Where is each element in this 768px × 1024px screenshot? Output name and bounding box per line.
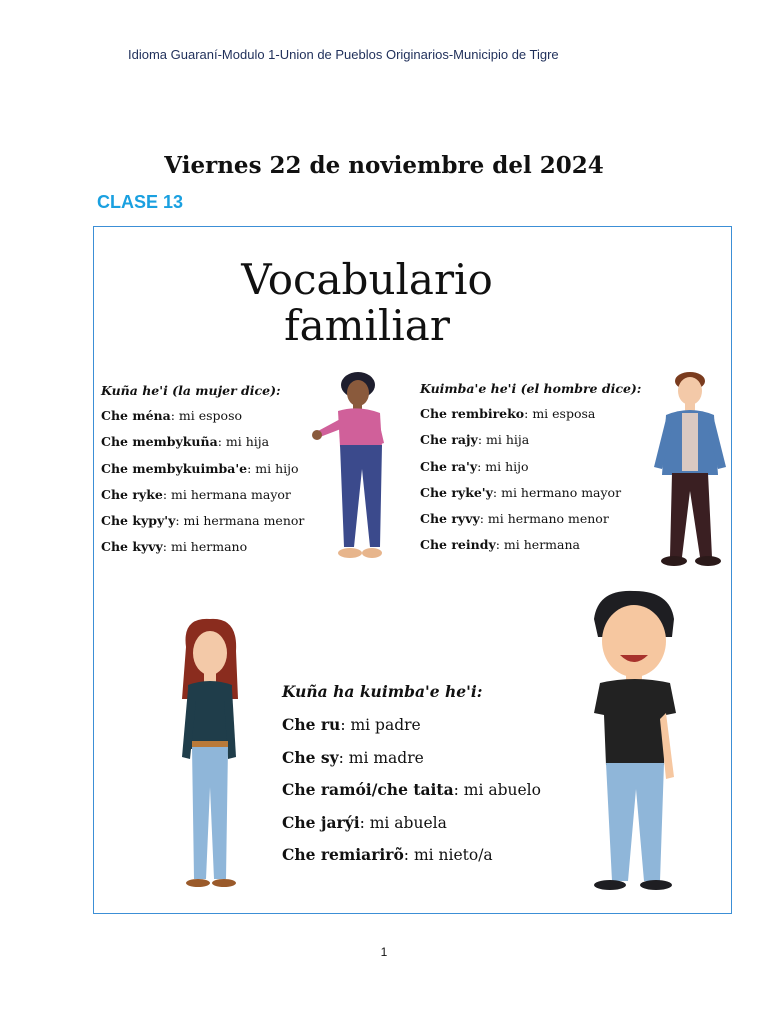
men-section-heading: Kuimba'e he'i (el hombre dice): — [420, 381, 642, 396]
vocabulary-entry — [101, 433, 304, 459]
entry-meaning: : mi hermana — [495, 537, 580, 553]
entry-meaning: : mi madre — [338, 748, 424, 767]
entry-meaning: : mi hermana mayor — [162, 486, 291, 502]
vocabulary-entry — [420, 484, 641, 510]
entry-term: Che ryke'y — [420, 484, 493, 500]
entry-term: Che rajy — [420, 432, 478, 448]
entry-meaning: : mi padre — [340, 716, 421, 734]
vocabulary-entry — [101, 512, 304, 538]
entry-term: Che ra'y — [420, 458, 478, 474]
page-number: 1 — [380, 945, 388, 959]
vocabulary-entry — [101, 486, 304, 512]
entry-term: Che ramói/che taita — [282, 780, 454, 799]
class-label: CLASE 13 — [97, 192, 184, 212]
entry-term: Che sy — [282, 747, 339, 767]
vocabulary-entry — [282, 715, 541, 748]
woman-pink-top-illustration — [308, 369, 388, 569]
entry-meaning: : mi hija — [477, 432, 530, 448]
entry-meaning: : mi hermano menor — [479, 511, 609, 527]
vocabulary-title-line2: familiar — [284, 301, 450, 350]
entry-term: Che membykuimba'e — [101, 460, 248, 476]
man-denim-jacket-illustration — [650, 371, 732, 567]
entry-term: Che ru — [282, 715, 341, 734]
entry-meaning: : mi esposa — [524, 406, 596, 421]
vocabulary-entry — [420, 510, 641, 536]
vocabulary-title-line1: Vocabulario — [241, 255, 493, 304]
vocabulary-figure — [93, 226, 732, 914]
entry-meaning: : mi abuela — [359, 813, 447, 832]
women-vocabulary-section — [101, 383, 304, 565]
vocabulary-entry — [282, 780, 541, 813]
document-header: Idioma Guaraní-Modulo 1-Union de Pueblos Originarios-Municipio de Tigre — [128, 47, 559, 62]
vocabulary-entry — [282, 813, 541, 846]
entry-meaning: : mi hija — [217, 434, 270, 450]
date-title: Viernes 22 de noviembre del 2024 — [164, 152, 604, 179]
entry-term: Che kyvy — [101, 539, 163, 555]
entry-meaning: : mi nieto/a — [403, 846, 493, 864]
entry-meaning: : mi hermano mayor — [492, 484, 622, 500]
entry-meaning: : mi abuelo — [453, 781, 541, 799]
vocabulary-entry — [420, 458, 641, 484]
vocabulary-title — [194, 257, 540, 349]
shared-section-heading: Kuña ha kuimba'e he'i: — [282, 682, 483, 701]
vocabulary-entry — [101, 460, 304, 486]
entry-term: Che rembireko — [420, 406, 525, 421]
vocabulary-entry — [101, 407, 304, 433]
entry-term: Che ména — [101, 408, 171, 423]
entry-term: Che ryke — [101, 486, 163, 502]
entry-term: Che kypy'y — [101, 513, 176, 529]
vocabulary-entry — [420, 431, 641, 457]
shared-vocabulary-section — [282, 682, 541, 878]
entry-term: Che ryvy — [420, 511, 480, 527]
vocabulary-entry — [420, 536, 641, 562]
men-vocabulary-section — [420, 381, 641, 563]
vocabulary-entry — [101, 538, 304, 564]
vocabulary-entry — [282, 748, 541, 781]
entry-meaning: : mi hijo — [247, 460, 299, 476]
man-black-shirt-illustration — [580, 589, 690, 895]
vocabulary-entry — [420, 405, 641, 431]
women-section-heading: Kuña he'i (la mujer dice): — [101, 383, 281, 398]
entry-meaning: : mi hermano — [162, 539, 248, 555]
woman-long-hair-illustration — [172, 617, 248, 893]
entry-term: Che jarýi — [282, 812, 360, 832]
entry-meaning: : mi hermana menor — [175, 513, 305, 529]
vocabulary-entry — [282, 845, 541, 878]
entry-term: Che remiarirõ — [282, 845, 404, 864]
entry-term: Che membykuña — [101, 434, 218, 450]
entry-meaning: : mi esposo — [170, 408, 243, 423]
entry-meaning: : mi hijo — [477, 458, 529, 474]
entry-term: Che reindy — [420, 537, 496, 553]
